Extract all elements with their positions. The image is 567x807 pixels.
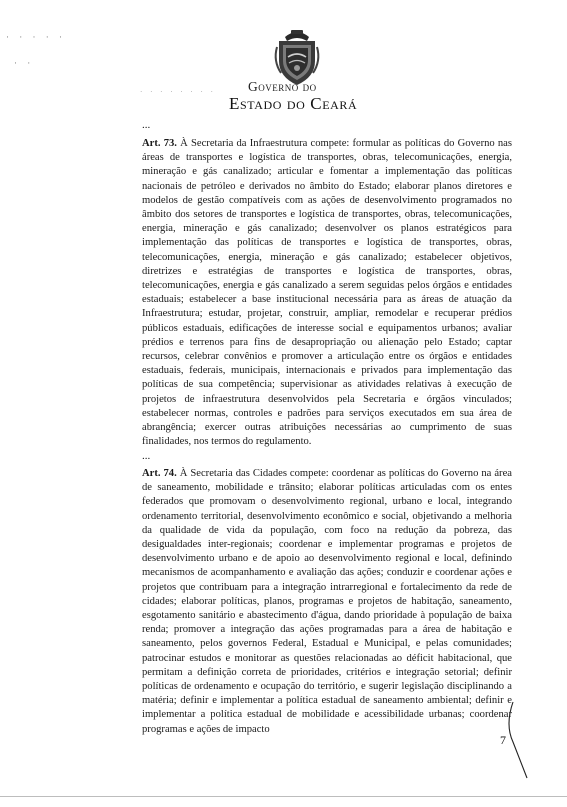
scan-artifact-dots: · · · · · bbox=[6, 32, 66, 42]
page-number: 7 bbox=[500, 733, 506, 747]
article-73 bbox=[142, 137, 512, 449]
article-number: Art. 73. bbox=[142, 138, 177, 149]
scan-artifact-dots: · · · · · · · · bbox=[140, 88, 216, 96]
article-74 bbox=[142, 467, 512, 737]
state-coat-of-arms-icon bbox=[271, 27, 323, 87]
article-text: À Secretaria da Infraestrutura compete: formular as políticas do Governo nas áreas de transportes e logística de transportes, obras, telecomunicações, energia, mineração e gás canalizado; articular e fomentar a implementação das políticas nacionais de petróleo e derivados no âmbito do Estado; elaborar planos diretores e modelos de gestão compatíveis com as ações de desenvolvimento programados no âmbito dos setores de transportes e logística de transportes, obras, telecomunicações, energia, mineração e gás canalizado; desenvolver os planos estratégicos para implementação das políticas de transportes e logística de transportes, obras, telecomunicações, energia, mineração e gás canalizado; estabelecer objetivos, diretrizes e estratégias de transportes e logística de transportes, obras, telecomunicações, energia e gás canalizado a serem seguidas pelos órgãos e entidades estaduais; estabelecer a base institucional necessária para as áreas de atuação da Infraestrutura; estudar, projetar, construir, ampliar, remodelar e recuperar prédios públicos estaduais, edificações de interesse social e equipamentos urbanos; avaliar prédios e terrenos para fins de desapropriação ou alienação pelo Estado; captar recursos, celebrar convênios e promover a articulação entre os órgãos e entidades estaduais, federais, municipais, internacionais e privados para implementação das políticas de sua competência; supervisionar as atividades relativas à execução de projetos de infraestrutura desenvolvidos pela Secretaria e órgãos vinculados; estabelecer normas, controles e padrões para serviços executados em sua área de abrangência; exercer outras atribuições necessárias ao cumprimento de suas finalidades, nos termos do regulamento. bbox=[142, 138, 513, 448]
header-governo: Governo do bbox=[248, 79, 317, 94]
header-estado: Estado do Ceará bbox=[229, 94, 358, 113]
article-text: À Secretaria das Cidades compete: coordenar as políticas do Governo na área de saneamento, mobilidade e trânsito; elaborar políticas articuladas com os entes federados que promovam o desenvolvimento regional, urbano e local, integrando ordenamento territorial, desenvolvimento econômico e social, objetivando a melhoria da qualidade de vida da população, com foco na redução da pobreza, das desigualdades inter-regionais; coordenar e implementar programas e projetos de desenvolvimento urbano e de apoio ao desenvolvimento regional e local, definindo mecanismos de acompanhamento e avaliação das ações; conduzir e coordenar ações e projetos que contribuam para a integração intrarregional e fortalecimento da rede de cidades; elaborar políticas, planos, programas e projetos de habitação, saneamento, esgotamento sanitário e abastecimento d'água, dando prioridade à população de baixa renda; promover a integração das ações programadas para a área de habitação e saneamento, pelos governos Federal, Estadual e Municipal, e pelas comunidades; patrocinar estudos e monitorar as questões relacionadas ao déficit habitacional, que permitam a definição correta de prioridades, critérios e integração setorial; definir políticas de ordenamento e ocupação do território, e sugerir legislação disciplinando a matéria; definir e implementar a política estadual de saneamento ambiental; definir e implementar a política estadual de mobilidade e acessibilidade urbanas; coordenar programas e ações de impacto bbox=[142, 468, 512, 735]
section-ellipsis: ... bbox=[142, 119, 151, 131]
bottom-edge-line bbox=[0, 796, 567, 797]
scan-artifact-dots: · · bbox=[14, 58, 35, 68]
article-number: Art. 74. bbox=[142, 468, 177, 479]
section-ellipsis: ... bbox=[142, 450, 151, 462]
